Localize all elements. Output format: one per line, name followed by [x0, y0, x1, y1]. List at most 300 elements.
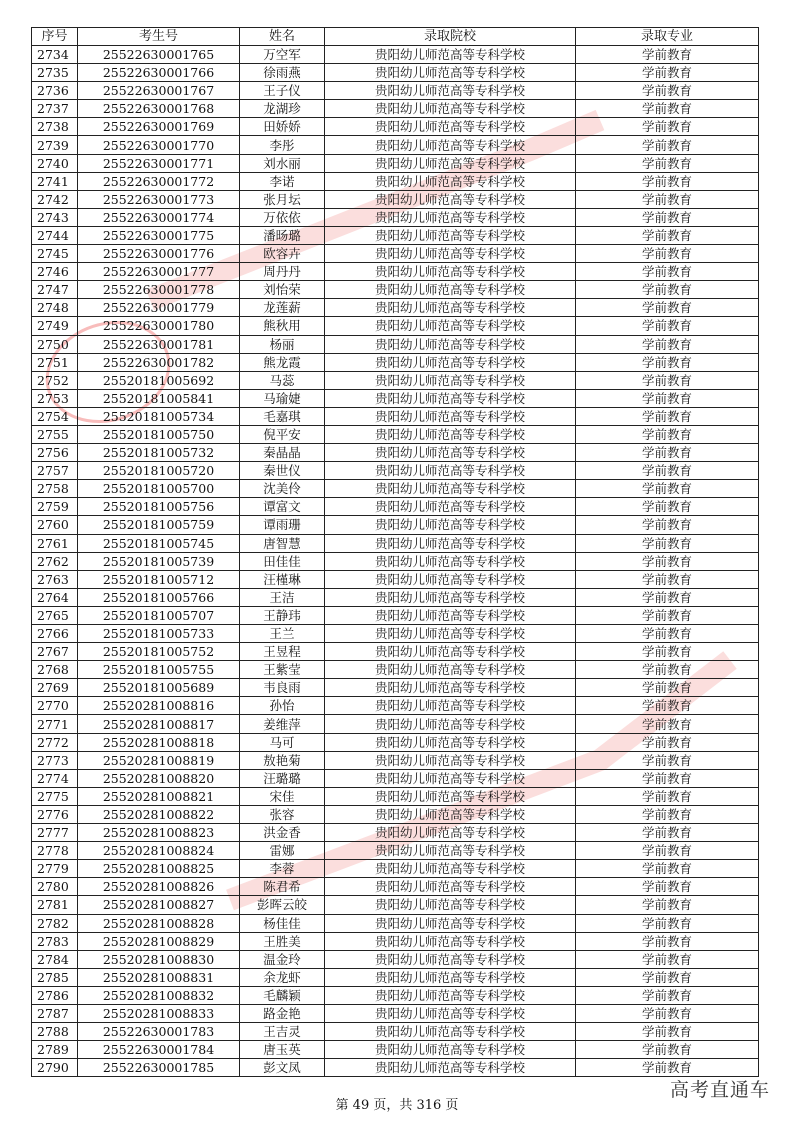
cell-exam-no: 25520181005692: [78, 371, 240, 389]
page-number-label: 第 49 页，共 316 页: [335, 1098, 459, 1113]
cell-school: 贵阳幼儿师范高等专科学校: [325, 751, 576, 769]
cell-school: 贵阳幼儿师范高等专科学校: [325, 625, 576, 643]
cell-school: 贵阳幼儿师范高等专科学校: [325, 932, 576, 950]
cell-name: 田佳佳: [240, 552, 325, 570]
cell-school: 贵阳幼儿师范高等专科学校: [325, 661, 576, 679]
cell-school: 贵阳幼儿师范高等专科学校: [325, 208, 576, 226]
cell-major: 学前教育: [576, 281, 759, 299]
table-row: [32, 498, 759, 516]
cell-school: 贵阳幼儿师范高等专科学校: [325, 950, 576, 968]
cell-school: 贵阳幼儿师范高等专科学校: [325, 769, 576, 787]
cell-seq: 2774: [32, 769, 78, 787]
cell-seq: 2763: [32, 570, 78, 588]
cell-seq: 2743: [32, 208, 78, 226]
cell-seq: 2789: [32, 1041, 78, 1059]
cell-seq: 2757: [32, 462, 78, 480]
cell-school: 贵阳幼儿师范高等专科学校: [325, 136, 576, 154]
cell-exam-no: 25522630001766: [78, 64, 240, 82]
cell-exam-no: 25520181005739: [78, 552, 240, 570]
cell-school: 贵阳幼儿师范高等专科学校: [325, 643, 576, 661]
cell-seq: 2752: [32, 371, 78, 389]
cell-exam-no: 25522630001780: [78, 317, 240, 335]
table-row: [32, 932, 759, 950]
cell-name: 刘水丽: [240, 154, 325, 172]
cell-name: 马可: [240, 733, 325, 751]
cell-school: 贵阳幼儿师范高等专科学校: [325, 317, 576, 335]
cell-exam-no: 25522630001765: [78, 46, 240, 64]
cell-exam-no: 25520281008823: [78, 824, 240, 842]
table-row: [32, 190, 759, 208]
cell-name: 万空军: [240, 46, 325, 64]
cell-exam-no: 25520181005733: [78, 625, 240, 643]
cell-seq: 2777: [32, 824, 78, 842]
cell-seq: 2755: [32, 425, 78, 443]
cell-major: 学前教育: [576, 245, 759, 263]
cell-exam-no: 25520181005766: [78, 588, 240, 606]
table-row: [32, 950, 759, 968]
cell-name: 王子仪: [240, 82, 325, 100]
cell-exam-no: 25520281008826: [78, 878, 240, 896]
cell-major: 学前教育: [576, 444, 759, 462]
cell-major: 学前教育: [576, 552, 759, 570]
table-row: [32, 480, 759, 498]
cell-exam-no: 25520281008825: [78, 860, 240, 878]
cell-name: 龙莲薪: [240, 299, 325, 317]
table-row: [32, 570, 759, 588]
table-row: [32, 769, 759, 787]
table-row: [32, 896, 759, 914]
cell-seq: 2746: [32, 263, 78, 281]
cell-school: 贵阳幼儿师范高等专科学校: [325, 1059, 576, 1077]
cell-major: 学前教育: [576, 896, 759, 914]
cell-seq: 2771: [32, 715, 78, 733]
cell-exam-no: 25522630001776: [78, 245, 240, 263]
cell-school: 贵阳幼儿师范高等专科学校: [325, 860, 576, 878]
cell-name: 张月坛: [240, 190, 325, 208]
cell-seq: 2751: [32, 353, 78, 371]
cell-major: 学前教育: [576, 389, 759, 407]
cell-seq: 2760: [32, 516, 78, 534]
cell-school: 贵阳幼儿师范高等专科学校: [325, 679, 576, 697]
cell-name: 马蕊: [240, 371, 325, 389]
cell-name: 潘旸璐: [240, 226, 325, 244]
header-exam-no: 考生号: [78, 28, 240, 46]
cell-seq: 2762: [32, 552, 78, 570]
table-row: [32, 100, 759, 118]
cell-exam-no: 25520281008821: [78, 787, 240, 805]
table-body: [32, 46, 759, 1077]
cell-exam-no: 25520281008820: [78, 769, 240, 787]
header-major: 录取专业: [576, 28, 759, 46]
cell-name: 宋佳: [240, 787, 325, 805]
table-row: [32, 625, 759, 643]
cell-school: 贵阳幼儿师范高等专科学校: [325, 64, 576, 82]
table-row: [32, 878, 759, 896]
table-row: [32, 154, 759, 172]
cell-seq: 2747: [32, 281, 78, 299]
cell-seq: 2754: [32, 407, 78, 425]
cell-seq: 2783: [32, 932, 78, 950]
cell-name: 汪槿琳: [240, 570, 325, 588]
cell-name: 万依依: [240, 208, 325, 226]
table-row: [32, 986, 759, 1004]
cell-school: 贵阳幼儿师范高等专科学校: [325, 371, 576, 389]
cell-seq: 2735: [32, 64, 78, 82]
cell-exam-no: 25520281008827: [78, 896, 240, 914]
cell-name: 徐雨燕: [240, 64, 325, 82]
cell-major: 学前教育: [576, 968, 759, 986]
cell-name: 马瑜婕: [240, 389, 325, 407]
cell-school: 贵阳幼儿师范高等专科学校: [325, 100, 576, 118]
cell-major: 学前教育: [576, 263, 759, 281]
cell-major: 学前教育: [576, 226, 759, 244]
cell-exam-no: 25520181005750: [78, 425, 240, 443]
cell-school: 贵阳幼儿师范高等专科学校: [325, 842, 576, 860]
cell-major: 学前教育: [576, 1004, 759, 1022]
cell-major: 学前教育: [576, 498, 759, 516]
cell-seq: 2749: [32, 317, 78, 335]
cell-school: 贵阳幼儿师范高等专科学校: [325, 425, 576, 443]
cell-name: 秦世仪: [240, 462, 325, 480]
cell-seq: 2788: [32, 1023, 78, 1041]
cell-name: 王胜美: [240, 932, 325, 950]
cell-seq: 2753: [32, 389, 78, 407]
cell-exam-no: 25522630001779: [78, 299, 240, 317]
header-name: 姓名: [240, 28, 325, 46]
cell-major: 学前教育: [576, 317, 759, 335]
cell-school: 贵阳幼儿师范高等专科学校: [325, 968, 576, 986]
cell-seq: 2734: [32, 46, 78, 64]
cell-school: 贵阳幼儿师范高等专科学校: [325, 353, 576, 371]
cell-seq: 2772: [32, 733, 78, 751]
table-row: [32, 317, 759, 335]
cell-name: 王洁: [240, 588, 325, 606]
cell-major: 学前教育: [576, 625, 759, 643]
cell-seq: 2741: [32, 172, 78, 190]
cell-name: 汪璐璐: [240, 769, 325, 787]
cell-exam-no: 25520181005745: [78, 534, 240, 552]
cell-name: 王兰: [240, 625, 325, 643]
cell-name: 王吉灵: [240, 1023, 325, 1041]
cell-school: 贵阳幼儿师范高等专科学校: [325, 154, 576, 172]
cell-major: 学前教育: [576, 697, 759, 715]
cell-name: 毛麟颖: [240, 986, 325, 1004]
cell-major: 学前教育: [576, 932, 759, 950]
table-row: [32, 208, 759, 226]
cell-seq: 2742: [32, 190, 78, 208]
table-row: [32, 172, 759, 190]
admission-table-sheet: [31, 27, 758, 1077]
table-row: [32, 444, 759, 462]
cell-major: 学前教育: [576, 679, 759, 697]
cell-major: 学前教育: [576, 878, 759, 896]
table-row: [32, 136, 759, 154]
cell-school: 贵阳幼儿师范高等专科学校: [325, 407, 576, 425]
cell-major: 学前教育: [576, 1059, 759, 1077]
cell-name: 倪平安: [240, 425, 325, 443]
cell-name: 毛嘉琪: [240, 407, 325, 425]
cell-name: 刘怡荣: [240, 281, 325, 299]
cell-seq: 2782: [32, 914, 78, 932]
table-row: [32, 462, 759, 480]
cell-school: 贵阳幼儿师范高等专科学校: [325, 82, 576, 100]
cell-seq: 2764: [32, 588, 78, 606]
cell-major: 学前教育: [576, 64, 759, 82]
cell-name: 张容: [240, 805, 325, 823]
cell-major: 学前教育: [576, 136, 759, 154]
cell-name: 唐智慧: [240, 534, 325, 552]
cell-school: 贵阳幼儿师范高等专科学校: [325, 878, 576, 896]
cell-school: 贵阳幼儿师范高等专科学校: [325, 190, 576, 208]
cell-seq: 2781: [32, 896, 78, 914]
cell-name: 雷娜: [240, 842, 325, 860]
cell-name: 唐玉英: [240, 1041, 325, 1059]
cell-school: 贵阳幼儿师范高等专科学校: [325, 733, 576, 751]
table-header-row: [32, 28, 759, 46]
table-row: [32, 245, 759, 263]
table-row: [32, 46, 759, 64]
cell-exam-no: 25520281008830: [78, 950, 240, 968]
table-row: [32, 371, 759, 389]
cell-major: 学前教育: [576, 425, 759, 443]
cell-major: 学前教育: [576, 950, 759, 968]
cell-seq: 2784: [32, 950, 78, 968]
cell-name: 李蓉: [240, 860, 325, 878]
cell-major: 学前教育: [576, 335, 759, 353]
cell-seq: 2768: [32, 661, 78, 679]
cell-seq: 2739: [32, 136, 78, 154]
cell-name: 欧容卉: [240, 245, 325, 263]
cell-exam-no: 25520281008829: [78, 932, 240, 950]
cell-exam-no: 25522630001777: [78, 263, 240, 281]
cell-name: 敖艳菊: [240, 751, 325, 769]
cell-major: 学前教育: [576, 842, 759, 860]
cell-exam-no: 25520281008833: [78, 1004, 240, 1022]
cell-school: 贵阳幼儿师范高等专科学校: [325, 787, 576, 805]
cell-exam-no: 25522630001774: [78, 208, 240, 226]
cell-school: 贵阳幼儿师范高等专科学校: [325, 389, 576, 407]
cell-seq: 2786: [32, 986, 78, 1004]
cell-major: 学前教育: [576, 570, 759, 588]
cell-major: 学前教育: [576, 208, 759, 226]
cell-school: 贵阳幼儿师范高等专科学校: [325, 805, 576, 823]
cell-exam-no: 25522630001782: [78, 353, 240, 371]
cell-major: 学前教育: [576, 353, 759, 371]
cell-major: 学前教育: [576, 787, 759, 805]
cell-name: 秦晶晶: [240, 444, 325, 462]
cell-seq: 2745: [32, 245, 78, 263]
cell-school: 贵阳幼儿师范高等专科学校: [325, 914, 576, 932]
cell-name: 王昱程: [240, 643, 325, 661]
table-row: [32, 1004, 759, 1022]
cell-school: 贵阳幼儿师范高等专科学校: [325, 444, 576, 462]
table-row: [32, 516, 759, 534]
cell-seq: 2756: [32, 444, 78, 462]
cell-school: 贵阳幼儿师范高等专科学校: [325, 498, 576, 516]
table-row: [32, 733, 759, 751]
table-row: [32, 64, 759, 82]
cell-exam-no: 25520181005707: [78, 606, 240, 624]
cell-exam-no: 25520181005720: [78, 462, 240, 480]
cell-exam-no: 25520181005752: [78, 643, 240, 661]
cell-exam-no: 25520181005734: [78, 407, 240, 425]
cell-seq: 2740: [32, 154, 78, 172]
cell-major: 学前教育: [576, 805, 759, 823]
cell-seq: 2737: [32, 100, 78, 118]
table-row: [32, 751, 759, 769]
cell-name: 沈美伶: [240, 480, 325, 498]
cell-seq: 2775: [32, 787, 78, 805]
cell-seq: 2767: [32, 643, 78, 661]
cell-exam-no: 25522630001773: [78, 190, 240, 208]
cell-school: 贵阳幼儿师范高等专科学校: [325, 172, 576, 190]
cell-name: 彭晖云皎: [240, 896, 325, 914]
cell-exam-no: 25522630001770: [78, 136, 240, 154]
cell-school: 贵阳幼儿师范高等专科学校: [325, 462, 576, 480]
cell-name: 田娇娇: [240, 118, 325, 136]
table-row: [32, 263, 759, 281]
cell-major: 学前教育: [576, 299, 759, 317]
brand-logo-text: 高考直通车: [669, 1079, 770, 1101]
cell-exam-no: 25522630001781: [78, 335, 240, 353]
cell-major: 学前教育: [576, 118, 759, 136]
cell-exam-no: 25522630001783: [78, 1023, 240, 1041]
cell-exam-no: 25522630001771: [78, 154, 240, 172]
cell-name: 王静玮: [240, 606, 325, 624]
cell-school: 贵阳幼儿师范高等专科学校: [325, 245, 576, 263]
cell-exam-no: 25520181005732: [78, 444, 240, 462]
cell-exam-no: 25520181005756: [78, 498, 240, 516]
table-row: [32, 679, 759, 697]
cell-seq: 2787: [32, 1004, 78, 1022]
cell-exam-no: 25520281008822: [78, 805, 240, 823]
cell-school: 贵阳幼儿师范高等专科学校: [325, 335, 576, 353]
cell-school: 贵阳幼儿师范高等专科学校: [325, 552, 576, 570]
cell-school: 贵阳幼儿师范高等专科学校: [325, 534, 576, 552]
table-row: [32, 1059, 759, 1077]
cell-school: 贵阳幼儿师范高等专科学校: [325, 824, 576, 842]
cell-name: 孙怡: [240, 697, 325, 715]
cell-school: 贵阳幼儿师范高等专科学校: [325, 588, 576, 606]
cell-seq: 2770: [32, 697, 78, 715]
cell-name: 熊龙霞: [240, 353, 325, 371]
cell-exam-no: 25520281008832: [78, 986, 240, 1004]
cell-school: 贵阳幼儿师范高等专科学校: [325, 281, 576, 299]
table-row: [32, 534, 759, 552]
cell-seq: 2759: [32, 498, 78, 516]
cell-major: 学前教育: [576, 100, 759, 118]
cell-name: 周丹丹: [240, 263, 325, 281]
cell-major: 学前教育: [576, 643, 759, 661]
table-row: [32, 425, 759, 443]
cell-name: 韦良雨: [240, 679, 325, 697]
table-row: [32, 353, 759, 371]
cell-major: 学前教育: [576, 172, 759, 190]
cell-major: 学前教育: [576, 154, 759, 172]
cell-name: 李诺: [240, 172, 325, 190]
table-row: [32, 118, 759, 136]
cell-name: 龙湖珍: [240, 100, 325, 118]
cell-exam-no: 25520181005759: [78, 516, 240, 534]
cell-school: 贵阳幼儿师范高等专科学校: [325, 263, 576, 281]
cell-major: 学前教育: [576, 516, 759, 534]
cell-name: 路金艳: [240, 1004, 325, 1022]
cell-seq: 2750: [32, 335, 78, 353]
header-seq: 序号: [32, 28, 78, 46]
table-row: [32, 552, 759, 570]
cell-name: 熊秋用: [240, 317, 325, 335]
cell-major: 学前教育: [576, 661, 759, 679]
cell-exam-no: 25520181005841: [78, 389, 240, 407]
table-row: [32, 842, 759, 860]
cell-seq: 2778: [32, 842, 78, 860]
cell-school: 贵阳幼儿师范高等专科学校: [325, 118, 576, 136]
cell-school: 贵阳幼儿师范高等专科学校: [325, 480, 576, 498]
table-row: [32, 1041, 759, 1059]
cell-school: 贵阳幼儿师范高等专科学校: [325, 46, 576, 64]
cell-school: 贵阳幼儿师范高等专科学校: [325, 715, 576, 733]
table-row: [32, 82, 759, 100]
table-row: [32, 407, 759, 425]
table-row: [32, 606, 759, 624]
cell-major: 学前教育: [576, 190, 759, 208]
table-row: [32, 824, 759, 842]
cell-major: 学前教育: [576, 82, 759, 100]
cell-exam-no: 25520181005712: [78, 570, 240, 588]
cell-major: 学前教育: [576, 824, 759, 842]
cell-exam-no: 25522630001772: [78, 172, 240, 190]
cell-school: 贵阳幼儿师范高等专科学校: [325, 516, 576, 534]
table-row: [32, 588, 759, 606]
table-row: [32, 643, 759, 661]
header-school: 录取院校: [325, 28, 576, 46]
cell-major: 学前教育: [576, 462, 759, 480]
cell-major: 学前教育: [576, 769, 759, 787]
cell-major: 学前教育: [576, 371, 759, 389]
cell-exam-no: 25520281008817: [78, 715, 240, 733]
table-row: [32, 281, 759, 299]
table-row: [32, 299, 759, 317]
table-row: [32, 697, 759, 715]
cell-seq: 2779: [32, 860, 78, 878]
table-row: [32, 661, 759, 679]
cell-seq: 2769: [32, 679, 78, 697]
cell-major: 学前教育: [576, 733, 759, 751]
cell-school: 贵阳幼儿师范高等专科学校: [325, 226, 576, 244]
cell-name: 李彤: [240, 136, 325, 154]
cell-seq: 2790: [32, 1059, 78, 1077]
cell-major: 学前教育: [576, 1023, 759, 1041]
cell-seq: 2744: [32, 226, 78, 244]
cell-name: 谭雨珊: [240, 516, 325, 534]
table-row: [32, 389, 759, 407]
cell-name: 杨佳佳: [240, 914, 325, 932]
cell-school: 贵阳幼儿师范高等专科学校: [325, 1004, 576, 1022]
cell-exam-no: 25522630001778: [78, 281, 240, 299]
cell-exam-no: 25522630001775: [78, 226, 240, 244]
cell-major: 学前教育: [576, 1041, 759, 1059]
cell-name: 谭富文: [240, 498, 325, 516]
table-row: [32, 335, 759, 353]
cell-name: 姜维萍: [240, 715, 325, 733]
cell-name: 王紫莹: [240, 661, 325, 679]
cell-name: 陈君希: [240, 878, 325, 896]
admission-table: [31, 27, 759, 1077]
cell-major: 学前教育: [576, 588, 759, 606]
table-row: [32, 914, 759, 932]
table-row: [32, 968, 759, 986]
cell-exam-no: 25520181005700: [78, 480, 240, 498]
